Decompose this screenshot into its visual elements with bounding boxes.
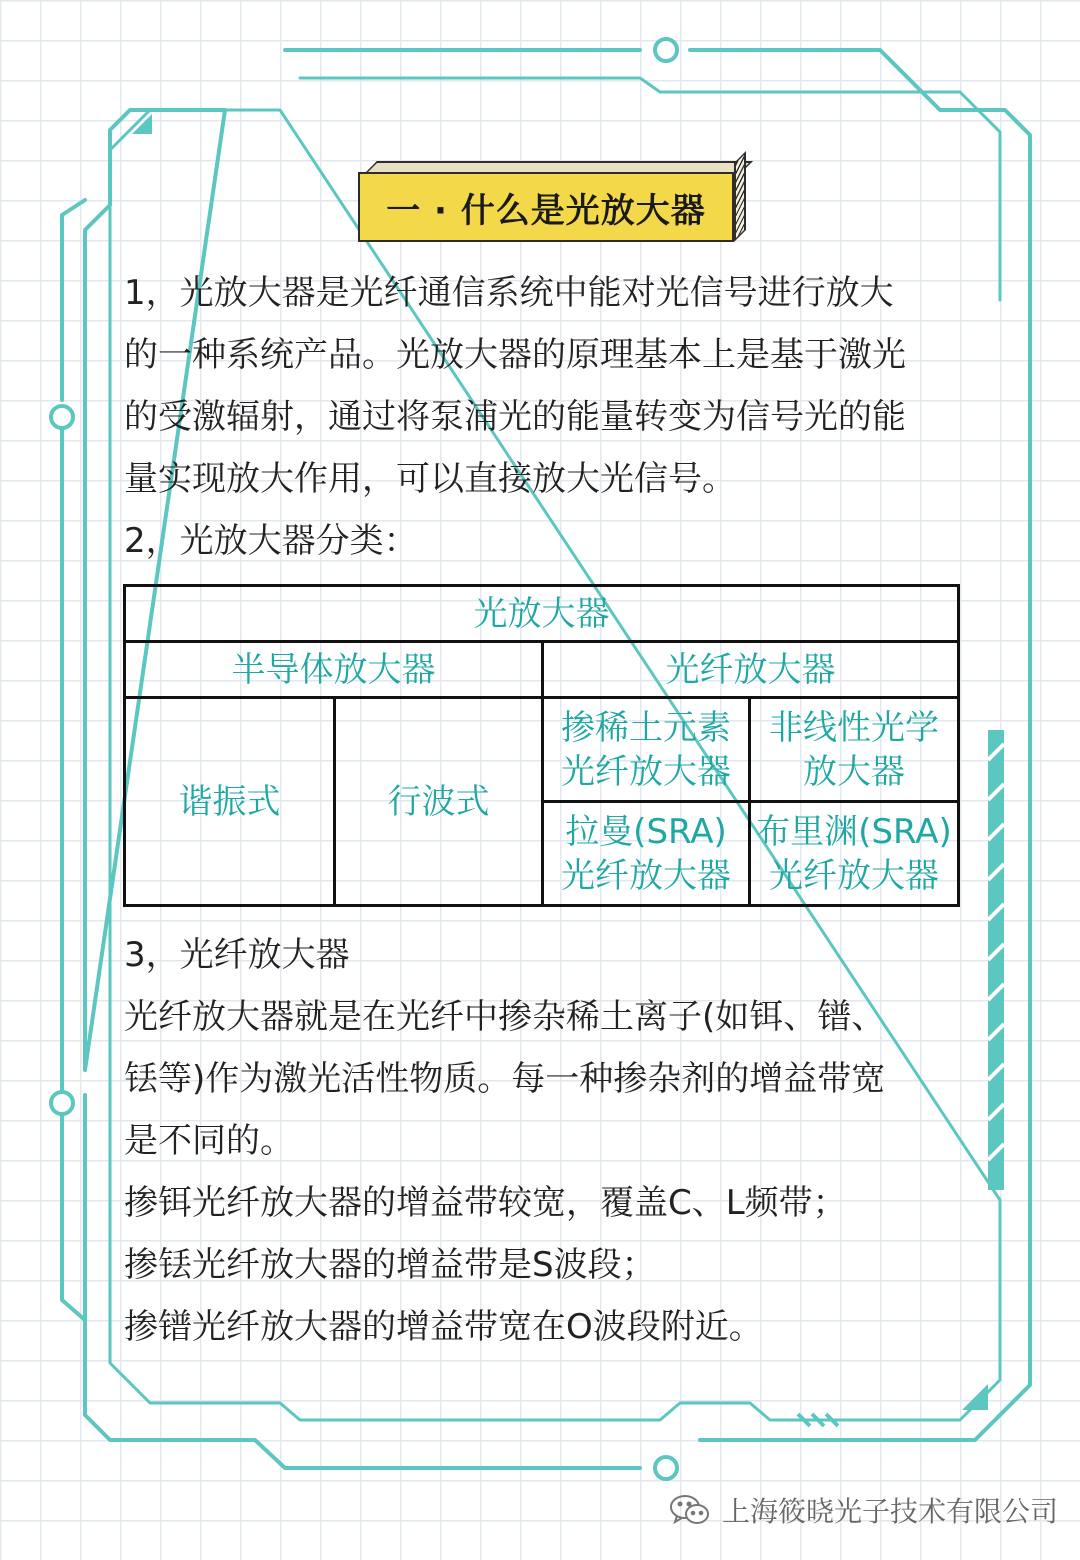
text-line: 光纤放大器就是在光纤中掺杂稀土离子(如铒、镨、 bbox=[124, 997, 886, 1037]
text-line: 的一种系统产品。光放大器的原理基本上是基于激光 bbox=[124, 335, 906, 375]
rare-earth-doped-cell bbox=[543, 698, 750, 802]
cell-line: 光纤放大器 bbox=[561, 751, 731, 792]
watermark bbox=[668, 1488, 1058, 1532]
text-line: 1，光放大器是光纤通信系统中能对光信号进行放大 bbox=[124, 273, 894, 313]
text-line: 的受激辐射，通过将泵浦光的能量转变为信号光的能 bbox=[124, 397, 906, 437]
text-line: 量实现放大作用，可以直接放大光信号。 bbox=[124, 459, 736, 499]
fiber-amplifier-heading: 3，光纤放大器 bbox=[124, 935, 350, 975]
semiconductor-amplifier-cell: 半导体放大器 bbox=[125, 642, 543, 698]
cell-line: 掺稀土元素 bbox=[561, 707, 731, 748]
watermark-text: 上海筱晓光子技术有限公司 bbox=[722, 1495, 1059, 1528]
table-root-cell: 光放大器 bbox=[125, 586, 959, 642]
text-line: 掺铒光纤放大器的增益带较宽，覆盖C、L频带； bbox=[124, 1183, 847, 1223]
resonant-type-cell: 谐振式 bbox=[125, 698, 335, 906]
nonlinear-optical-cell bbox=[750, 698, 959, 802]
cell-line: 布里渊(SRA) bbox=[756, 811, 952, 852]
cell-line: 非线性光学 bbox=[769, 707, 939, 748]
raman-amplifier-cell bbox=[543, 802, 750, 906]
text-line: 是不同的。 bbox=[124, 1121, 294, 1161]
cell-line: 光纤放大器 bbox=[561, 855, 731, 896]
fiber-amplifier-paragraph bbox=[124, 986, 974, 1358]
classification-heading: 2，光放大器分类： bbox=[124, 521, 418, 561]
wechat-icon bbox=[668, 1492, 712, 1528]
text-line: 掺铥光纤放大器的增益带是S波段； bbox=[124, 1245, 656, 1285]
cell-line: 拉曼(SRA) bbox=[565, 811, 727, 852]
text-line: 掺镨光纤放大器的增益带宽在O波段附近。 bbox=[124, 1307, 763, 1347]
cell-line: 放大器 bbox=[803, 751, 905, 792]
traveling-wave-type-cell: 行波式 bbox=[335, 698, 543, 906]
section-title: 一 · 什么是光放大器 bbox=[358, 172, 734, 242]
amplifier-classification-table bbox=[123, 584, 960, 907]
title-box-top bbox=[366, 161, 753, 172]
cell-line: 光纤放大器 bbox=[769, 855, 939, 896]
title-box-side bbox=[734, 151, 746, 242]
brillouin-amplifier-cell bbox=[750, 802, 959, 906]
text-line: 铥等)作为激光活性物质。每一种掺杂剂的增益带宽 bbox=[124, 1059, 886, 1099]
intro-paragraph bbox=[124, 262, 974, 510]
fiber-amplifier-cell: 光纤放大器 bbox=[543, 642, 959, 698]
